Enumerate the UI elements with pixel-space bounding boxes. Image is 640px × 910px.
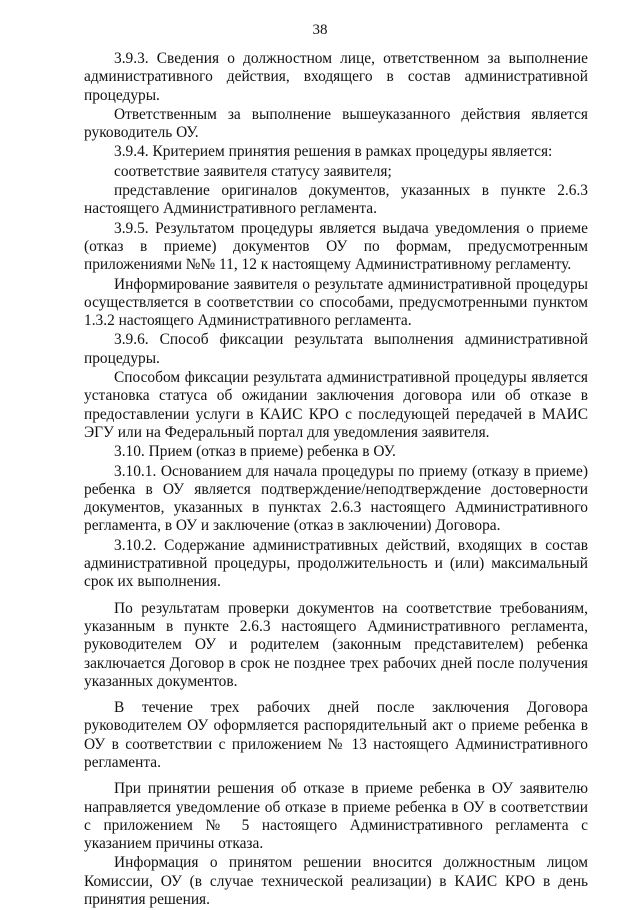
paragraph-refusal: При принятии решения об отказе в приеме ребенка в ОУ заявителю направляется уведомление об отказе в приеме ребенка в ОУ в соответствии с приложением № 5 настоящего Административного регламента с указанием причины отказа. [84, 780, 588, 853]
paragraph-criterion-originals: представление оригиналов документов, указанных в пункте 2.6.3 настоящего Административного регламента. [84, 182, 588, 218]
paragraph-3-9-5: 3.9.5. Результатом процедуры является выдача уведомления о приеме (отказ в приеме) документов ОУ по формам, предусмотренным приложениями №№ 11, 12 к настоящему Административному регламенту. [84, 219, 588, 274]
paragraph-informing: Информирование заявителя о результате административной процедуры осуществляется в соответствии со способами, предусмотренными пунктом 1.3.2 настоящего Административного регламента. [84, 275, 588, 330]
page-number: 38 [312, 22, 328, 38]
paragraph-check-results: По результатам проверки документов на соответствие требованиям, указанным в пункте 2.6.3 настоящего Административного регламента, руководителем ОУ и родителем (законным представителем) ребенка заключается Договор в срок не позднее трех рабочих дней после получения указанных документов. [84, 599, 588, 690]
paragraph-criterion-status: соответствие заявителя статусу заявителя; [114, 162, 392, 180]
paragraph-3-9-6: 3.9.6. Способ фиксации результата выполнения административной процедуры. [84, 331, 588, 367]
paragraph-3-10-1: 3.10.1. Основанием для начала процедуры по приему (отказу в приеме) ребенка в ОУ является подтверждение/неподтверждение достоверности документов, указанных в пунктах 2.6.3 настоящего Административного регламента, в ОУ и заключение (отказ в заключении) Договора. [84, 462, 588, 535]
paragraph-3-9-3: 3.9.3. Сведения о должностном лице, ответственном за выполнение административного действия, входящего в состав административной процедуры. [84, 50, 588, 104]
paragraph-fixation-method: Способом фиксации результата административной процедуры является установка статуса об ожидании заключения договора или об отказе в предоставлении услуги в КАИС КРО с последующей передачей в МАИС ЭГУ или на Федеральный портал для уведомления заявителя. [84, 369, 588, 441]
paragraph-decision-entry: Информация о принятом решении вносится должностным лицом Комиссии, ОУ (в случае технической реализации) в КАИС КРО в день принятия решения. [84, 854, 588, 909]
paragraph-order-issuance: В течение трех рабочих дней после заключения Договора руководителем ОУ оформляется распорядительный акт о приеме ребенка в ОУ в соответствии с приложением № 13 настоящего Административного регламента. [84, 699, 588, 771]
document-body [84, 50, 588, 910]
paragraph-3-10-2: 3.10.2. Содержание административных действий, входящих в состав административной процедуры, продолжительность и (или) максимальный срок их выполнения. [84, 536, 588, 591]
paragraph-3-9-4: 3.9.4. Критерием принятия решения в рамках процедуры является: [114, 143, 553, 161]
paragraph-responsible: Ответственным за выполнение вышеуказанного действия является руководитель ОУ. [84, 105, 588, 142]
paragraph-3-10: 3.10. Прием (отказ в приеме) ребенка в ОУ. [114, 443, 396, 461]
